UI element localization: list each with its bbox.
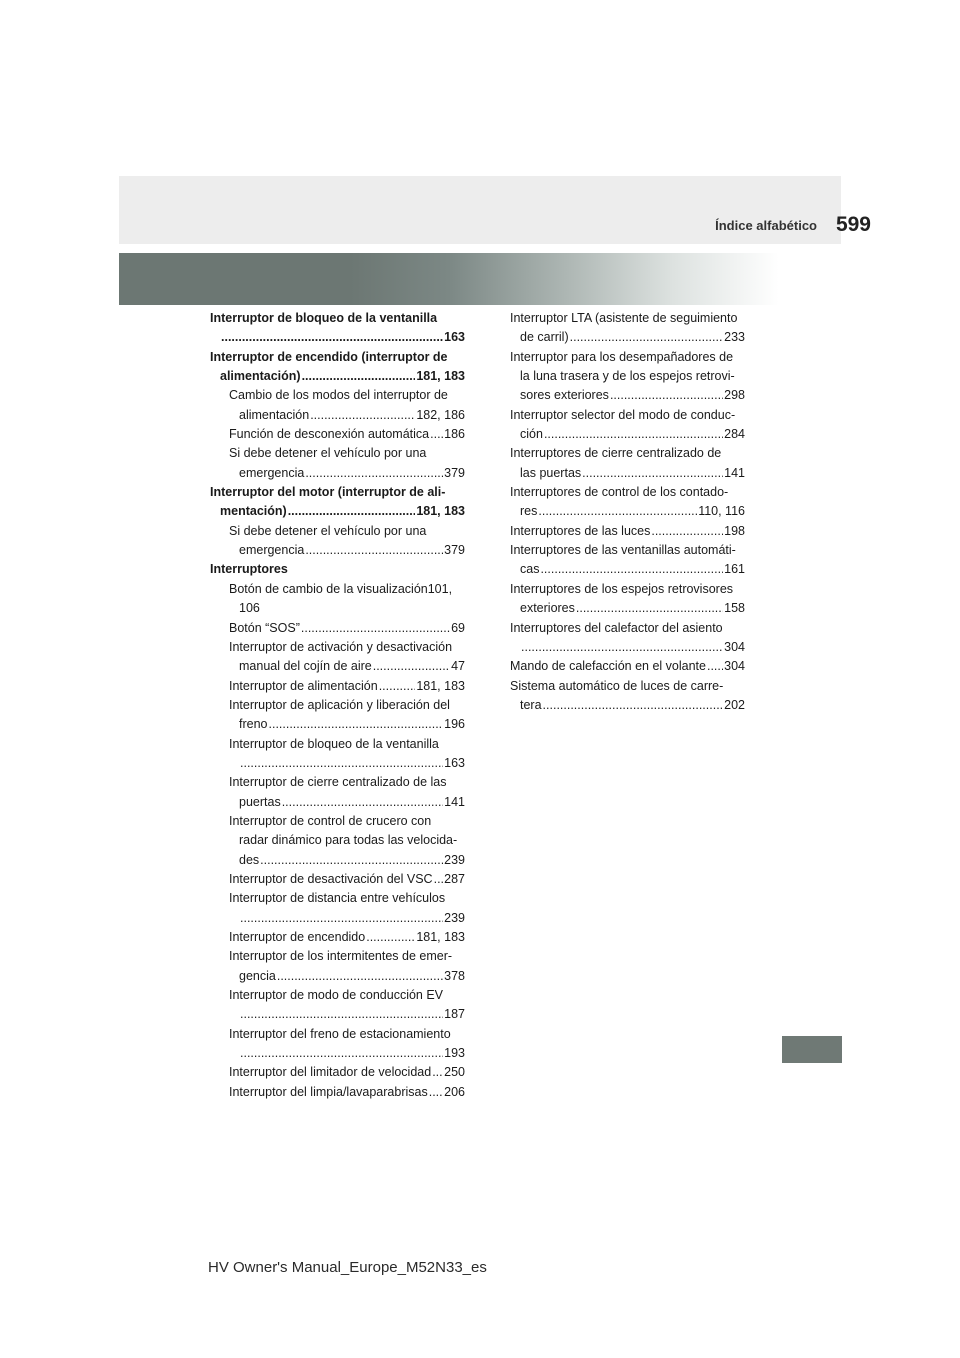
page-number: 599 [835, 213, 871, 236]
index-line [510, 522, 745, 541]
index-line [510, 696, 745, 715]
index-term: exteriores [520, 601, 575, 616]
page-reference: 47 [451, 659, 465, 674]
index-term: Interruptor selector del modo de conduc- [510, 407, 736, 422]
page-reference: 181, 183 [416, 930, 465, 944]
index-line [229, 909, 465, 928]
page-reference: 378 [444, 968, 465, 983]
index-line [210, 348, 465, 367]
index-line [510, 386, 745, 405]
index-term: Interruptor de desactivación del VSC [229, 871, 433, 886]
page-reference: 298 [724, 388, 745, 403]
index-entry [210, 348, 465, 387]
index-line [229, 1083, 465, 1102]
index-subentry [210, 444, 465, 483]
index-term: Sistema automático de luces de carre- [510, 678, 724, 693]
page-reference: 206 [444, 1084, 465, 1099]
index-entry [210, 560, 465, 579]
index-entry [510, 348, 745, 406]
index-term: freno [239, 717, 268, 732]
index-term: res [520, 504, 538, 519]
page-reference: 233 [724, 330, 745, 345]
index-subentry [210, 677, 465, 696]
page-reference: 186 [444, 427, 465, 442]
index-line [229, 599, 465, 618]
index-term: alimentación) [220, 369, 301, 384]
page-reference: 202 [724, 697, 745, 712]
index-term: Interruptores de cierre centralizado de [510, 446, 722, 461]
index-entry [210, 483, 465, 522]
index-term: Interruptores de los espejos retrovisores [510, 581, 734, 596]
index-entry [510, 580, 745, 619]
page-reference: 239 [444, 852, 465, 867]
dot-leader [301, 619, 450, 638]
dot-leader [288, 502, 416, 521]
index-term: Función de desconexión automática [229, 427, 430, 442]
index-term: emergencia [239, 543, 305, 558]
index-term: Interruptor del freno de estacionamiento [229, 1026, 451, 1041]
index-term: 106 [239, 601, 260, 616]
dot-leader [543, 696, 724, 715]
index-line [229, 1005, 465, 1024]
index-line [510, 348, 745, 367]
page-reference: 163 [444, 330, 465, 345]
index-subentry [210, 986, 465, 1025]
dot-leader [544, 425, 723, 444]
dot-leader [310, 406, 415, 425]
page-reference: 198 [724, 523, 745, 538]
dot-leader [269, 715, 444, 734]
index-term: cas [520, 562, 540, 577]
index-entry [510, 309, 745, 348]
index-term: Interruptor de modo de conducción EV [229, 988, 444, 1003]
index-subentry [210, 638, 465, 677]
page-reference: 239 [444, 910, 465, 925]
index-term: Interruptores [210, 562, 288, 577]
page-reference: 110, 116 [698, 504, 745, 519]
dot-leader [240, 1044, 443, 1063]
index-line [229, 715, 465, 734]
dot-leader [240, 754, 443, 773]
index-line [229, 928, 465, 947]
index-line [229, 793, 465, 812]
index-term: Interruptor de bloqueo de la ventanilla [229, 736, 439, 751]
index-line [229, 464, 465, 483]
index-term: gencia [239, 968, 276, 983]
index-subentry [210, 773, 465, 812]
dot-leader [576, 599, 723, 618]
index-line [510, 444, 745, 463]
dot-leader [305, 464, 443, 483]
index-entry [510, 406, 745, 445]
index-line [210, 367, 465, 386]
index-line [510, 619, 745, 638]
index-line [229, 522, 465, 541]
page-reference: 158 [724, 601, 745, 616]
index-line [229, 696, 465, 715]
index-column-left [210, 309, 465, 1102]
dot-leader [240, 1005, 443, 1024]
page-reference: 163 [444, 755, 465, 770]
index-term: Si debe detener el vehículo por una [229, 523, 427, 538]
dot-leader [434, 870, 444, 889]
index-line [510, 502, 745, 521]
dot-leader [538, 502, 697, 521]
index-line [229, 754, 465, 773]
index-line [229, 1025, 465, 1044]
index-line [229, 638, 465, 657]
dot-leader [240, 909, 443, 928]
index-line [229, 735, 465, 754]
index-subentry [210, 1063, 465, 1082]
page-reference: 304 [724, 639, 745, 654]
index-line [510, 367, 745, 386]
index-term: puertas [239, 794, 281, 809]
index-entry [510, 619, 745, 658]
dot-leader [277, 967, 443, 986]
index-line [510, 309, 745, 328]
index-subentry [210, 386, 465, 425]
index-subentry [210, 947, 465, 986]
page-reference: 187 [444, 1007, 465, 1022]
page-reference: 304 [724, 659, 745, 674]
page-reference: 161 [724, 562, 745, 577]
page-reference: 250 [444, 1065, 465, 1080]
dot-leader [570, 328, 724, 347]
index-line [210, 309, 465, 328]
dot-leader [651, 522, 723, 541]
section-banner [119, 253, 779, 305]
index-entry [510, 444, 745, 483]
header-band [119, 176, 841, 244]
dot-leader [379, 677, 416, 696]
index-line [210, 502, 465, 521]
index-line [229, 812, 465, 831]
page-reference: 141 [444, 794, 465, 809]
dot-leader [221, 328, 443, 347]
page-reference: 182, 186 [416, 407, 465, 422]
dot-leader [707, 657, 723, 676]
index-line [210, 560, 465, 579]
index-column-right [510, 309, 745, 715]
dot-leader [282, 793, 443, 812]
page-reference: 379 [444, 543, 465, 558]
index-line [229, 619, 465, 638]
index-subentry [210, 735, 465, 774]
dot-leader [429, 1083, 443, 1102]
dot-leader [432, 1063, 443, 1082]
index-line [210, 483, 465, 502]
index-term: des [239, 852, 260, 867]
index-term: mentación) [220, 504, 287, 519]
index-line [229, 986, 465, 1005]
index-line [510, 657, 745, 676]
index-line [510, 677, 745, 696]
index-subentry [210, 889, 465, 928]
page-reference: 69 [451, 620, 465, 635]
index-term: las puertas [520, 465, 582, 480]
dot-leader [521, 638, 723, 657]
index-term: Interruptores de control de los contado- [510, 485, 729, 500]
index-term: emergencia [239, 465, 305, 480]
index-entry [510, 483, 745, 522]
index-entry [510, 541, 745, 580]
index-subentry [210, 425, 465, 444]
index-term: Interruptor de cierre centralizado de las [229, 775, 447, 790]
dot-leader [373, 657, 450, 676]
index-subentry [210, 580, 465, 619]
page-reference: 379 [444, 465, 465, 480]
index-line [229, 870, 465, 889]
dot-leader [610, 386, 723, 405]
index-term: Cambio de los modos del interruptor de [229, 388, 448, 403]
index-subentry [210, 928, 465, 947]
dot-leader [305, 541, 443, 560]
index-term: alimentación [239, 407, 310, 422]
index-entry [510, 657, 745, 676]
index-term: tera [520, 697, 542, 712]
index-term: Interruptor de control de crucero con [229, 813, 432, 828]
index-term: Interruptores de las luces [510, 523, 651, 538]
index-line [229, 1063, 465, 1082]
page-reference: 181, 183 [416, 369, 465, 384]
index-line [229, 406, 465, 425]
index-line [229, 677, 465, 696]
page-reference: 181, 183 [416, 678, 465, 693]
index-term: Interruptor de los intermitentes de emer- [229, 949, 453, 964]
index-line [510, 464, 745, 483]
index-term: la luna trasera y de los espejos retrovi- [520, 369, 735, 384]
index-term: Botón de cambio de la visualización101, [229, 581, 453, 596]
index-term: de carril) [520, 330, 569, 345]
index-line [229, 967, 465, 986]
index-entry [210, 309, 465, 348]
index-line [510, 483, 745, 502]
index-term: Interruptor de aplicación y liberación del [229, 697, 450, 712]
index-line [510, 406, 745, 425]
index-line [229, 1044, 465, 1063]
dot-leader [302, 367, 416, 386]
index-subentry [210, 619, 465, 638]
index-term: radar dinámico para todas las velocida- [239, 833, 458, 848]
index-line [510, 328, 745, 347]
index-line [229, 386, 465, 405]
index-line [510, 580, 745, 599]
page-reference: 181, 183 [416, 504, 465, 519]
index-line [229, 541, 465, 560]
index-line [229, 425, 465, 444]
footer-manual-id: HV Owner's Manual_Europe_M52N33_es [208, 1259, 487, 1276]
index-line [229, 773, 465, 792]
index-subentry [210, 1083, 465, 1102]
index-term: Mando de calefacción en el volante [510, 659, 706, 674]
index-term: sores exteriores [520, 388, 609, 403]
page-reference: 284 [724, 427, 745, 442]
index-term: Si debe detener el vehículo por una [229, 446, 427, 461]
index-term: Interruptor de alimentación [229, 678, 378, 693]
index-line [510, 638, 745, 657]
index-term: Interruptores de las ventanillas automáti- [510, 543, 736, 558]
index-line [229, 444, 465, 463]
index-line [229, 851, 465, 870]
dot-leader [430, 425, 443, 444]
index-term: Interruptor de bloqueo de la ventanilla [210, 311, 438, 325]
index-line [210, 328, 465, 347]
index-term: Interruptor de encendido [229, 930, 366, 944]
index-line [510, 541, 745, 560]
index-term: Interruptor del motor (interruptor de ali- [210, 485, 446, 500]
section-thumb-tab [782, 1036, 842, 1063]
index-term: Interruptores del calefactor del asiento [510, 620, 723, 635]
dot-leader [540, 560, 723, 579]
index-term: Interruptor para los desempañadores de [510, 349, 734, 364]
dot-leader [366, 928, 415, 947]
index-line [229, 657, 465, 676]
index-subentry [210, 812, 465, 870]
section-title: Índice alfabético [715, 218, 817, 233]
index-line [229, 889, 465, 908]
index-line [510, 560, 745, 579]
index-line [510, 599, 745, 618]
dot-leader [582, 464, 723, 483]
index-term: Botón “SOS” [229, 620, 300, 635]
index-line [229, 831, 465, 850]
dot-leader [260, 851, 443, 870]
index-term: Interruptor del limitador de velocidad [229, 1065, 432, 1080]
index-entry [510, 522, 745, 541]
index-line [510, 425, 745, 444]
index-term: Interruptor LTA (asistente de seguimiento [510, 311, 738, 325]
index-entry [510, 677, 745, 716]
index-line [229, 580, 465, 599]
index-term: manual del cojín de aire [239, 659, 372, 674]
index-subentry [210, 870, 465, 889]
index-term: Interruptor de distancia entre vehículos [229, 891, 446, 906]
index-subentry [210, 696, 465, 735]
page-reference: 196 [444, 717, 465, 732]
index-term: ción [520, 427, 543, 442]
index-term: Interruptor del limpia/lavaparabrisas [229, 1084, 428, 1099]
page-reference: 193 [444, 1046, 465, 1061]
index-line [229, 947, 465, 966]
index-term: Interruptor de activación y desactivación [229, 639, 453, 654]
page-reference: 141 [724, 465, 745, 480]
page-reference: 287 [444, 871, 465, 886]
index-term: Interruptor de encendido (interruptor de [210, 349, 448, 364]
index-subentry [210, 1025, 465, 1064]
index-subentry [210, 522, 465, 561]
